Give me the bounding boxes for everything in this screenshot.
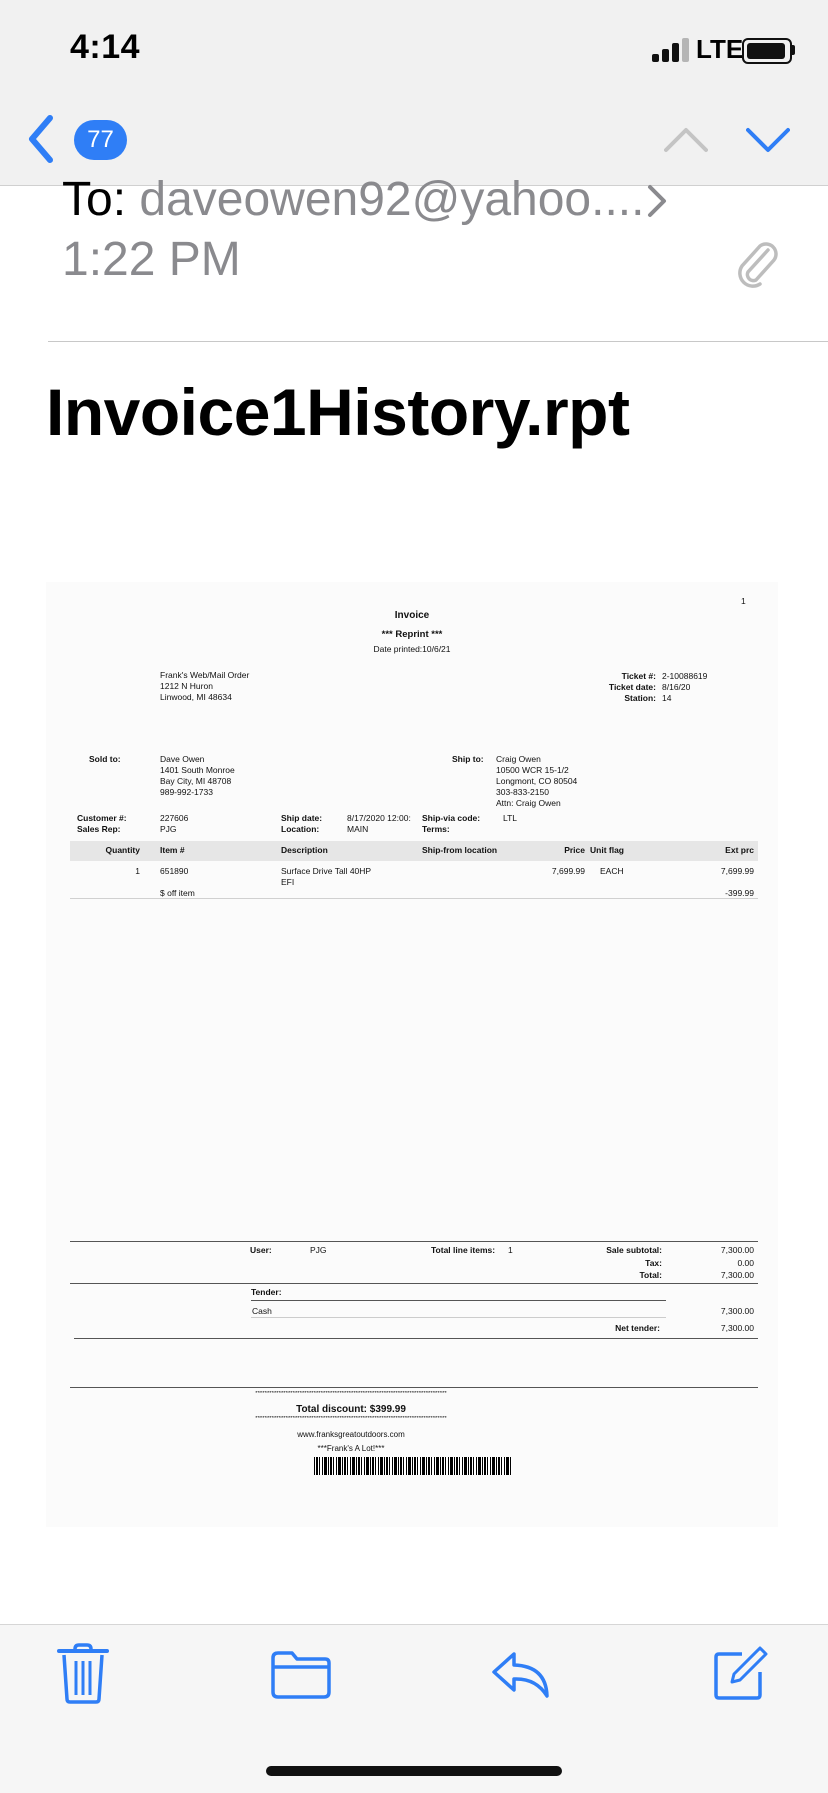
store-street: 1212 N Huron	[160, 681, 213, 691]
previous-message-icon[interactable]	[664, 126, 708, 154]
subtotal-label: Sale subtotal:	[606, 1245, 662, 1255]
location-label: Location:	[281, 824, 320, 834]
terms-label: Terms:	[422, 824, 450, 834]
folder-icon[interactable]	[270, 1650, 332, 1700]
sold-to-street: 1401 South Monroe	[160, 765, 235, 775]
station-value: 14	[662, 693, 672, 703]
page-number: 1	[741, 596, 746, 606]
barcode	[314, 1457, 512, 1475]
ship-to-phone: 303-833-2150	[496, 787, 549, 797]
ship-to-label: Ship to:	[452, 754, 484, 764]
ticket-label: Ticket #:	[621, 671, 656, 681]
row-desc-1: Surface Drive Tall 40HP	[281, 866, 372, 876]
footer-divider	[70, 1241, 758, 1242]
col-unit-flag: Unit flag	[590, 845, 624, 855]
ship-to-attn: Attn: Craig Owen	[496, 798, 561, 808]
compose-icon[interactable]	[712, 1644, 770, 1702]
chevron-right-icon[interactable]	[646, 184, 668, 218]
status-time: 4:14	[70, 28, 141, 66]
tender-line	[251, 1300, 666, 1301]
line-items-label: Total line items:	[431, 1245, 496, 1255]
row-price: 7,699.99	[551, 866, 585, 876]
stars-top: **********************************************************************************	[255, 1391, 447, 1397]
tender-divider	[70, 1283, 758, 1284]
unread-count-badge[interactable]: 77	[74, 120, 127, 160]
location-value: MAIN	[347, 824, 369, 834]
row-qty: 1	[135, 866, 140, 876]
row-unit: EACH	[600, 866, 624, 876]
row-divider	[70, 898, 758, 899]
row-ext: 7,699.99	[720, 866, 754, 876]
ship-date-value: 8/17/2020 12:00:	[347, 813, 411, 823]
col-quantity: Quantity	[105, 845, 140, 855]
sold-to-phone: 989-992-1733	[160, 787, 213, 797]
row-desc-2: EFI	[281, 877, 295, 887]
tax-value: 0.00	[737, 1258, 754, 1268]
row-item: 651890	[160, 866, 189, 876]
ticket-value: 2-10088619	[662, 671, 708, 681]
ticket-date-label: Ticket date:	[608, 682, 656, 692]
ship-to-name: Craig Owen	[496, 754, 541, 764]
customer-label: Customer #:	[77, 813, 127, 823]
tender-label: Tender:	[251, 1287, 282, 1297]
cash-label: Cash	[252, 1306, 272, 1316]
total-label: Total:	[639, 1270, 662, 1280]
ship-to-street: 10500 WCR 15-1/2	[496, 765, 569, 775]
network-type: LTE	[696, 34, 744, 64]
col-ext-price: Ext prc	[725, 845, 754, 855]
station-label: Station:	[624, 693, 656, 703]
recipient-address[interactable]: daveowen92@yahoo....	[139, 173, 645, 226]
ship-to-city: Longmont, CO 80504	[496, 776, 578, 786]
line-items-value: 1	[508, 1245, 513, 1255]
sold-to-city: Bay City, MI 48708	[160, 776, 232, 786]
col-item: Item #	[160, 845, 185, 855]
header-divider	[48, 341, 828, 342]
customer-value: 227606	[160, 813, 189, 823]
store-city: Linwood, MI 48634	[160, 692, 232, 702]
col-price: Price	[564, 845, 585, 855]
store-name: Frank's Web/Mail Order	[160, 670, 250, 680]
total-value: 7,300.00	[720, 1270, 754, 1280]
date-printed: Date printed:10/6/21	[373, 644, 451, 654]
website: www.franksgreatoutdoors.com	[297, 1430, 405, 1439]
sold-to-name: Dave Owen	[160, 754, 205, 764]
ship-via-label: Ship-via code:	[422, 813, 481, 823]
ship-via-value: LTL	[503, 813, 518, 823]
stars-bottom: **********************************************************************************	[255, 1416, 447, 1422]
ship-date-label: Ship date:	[281, 813, 323, 823]
next-message-icon[interactable]	[746, 126, 790, 154]
slogan: ***Frank's A Lot!***	[317, 1444, 385, 1453]
cash-value: 7,300.00	[720, 1306, 754, 1316]
back-chevron-icon[interactable]	[26, 114, 56, 164]
reply-icon[interactable]	[490, 1650, 552, 1700]
cash-line	[251, 1317, 666, 1318]
user-label: User:	[250, 1245, 272, 1255]
sales-rep-label: Sales Rep:	[77, 824, 121, 834]
row-discount-label: $ off item	[160, 888, 195, 898]
user-value: PJG	[310, 1245, 327, 1255]
subtotal-value: 7,300.00	[720, 1245, 754, 1255]
discount-divider	[70, 1387, 758, 1388]
sales-rep-value: PJG	[160, 824, 177, 834]
paperclip-icon	[734, 238, 780, 288]
reprint-label: *** Reprint ***	[381, 629, 443, 640]
signal-icon	[652, 38, 692, 62]
net-divider	[74, 1338, 758, 1339]
total-discount: Total discount: $399.99	[296, 1404, 406, 1415]
attachment-title: Invoice1History.rpt	[46, 375, 630, 449]
sold-to-label: Sold to:	[89, 754, 121, 764]
col-description: Description	[281, 845, 328, 855]
row-discount-value: -399.99	[725, 888, 754, 898]
invoice-document[interactable]	[46, 582, 778, 1527]
invoice-title: Invoice	[394, 610, 430, 621]
trash-icon[interactable]	[56, 1643, 110, 1705]
net-tender-label: Net tender:	[615, 1323, 660, 1333]
tax-label: Tax:	[645, 1258, 662, 1268]
net-tender-value: 7,300.00	[720, 1323, 754, 1333]
home-indicator[interactable]	[266, 1766, 562, 1776]
col-ship-from: Ship-from location	[422, 845, 498, 855]
recipient-line[interactable]	[62, 172, 644, 227]
ticket-date-value: 8/16/20	[662, 682, 691, 692]
to-label: To:	[62, 173, 127, 226]
table-header	[70, 841, 758, 861]
message-time: 1:22 PM	[62, 233, 241, 286]
